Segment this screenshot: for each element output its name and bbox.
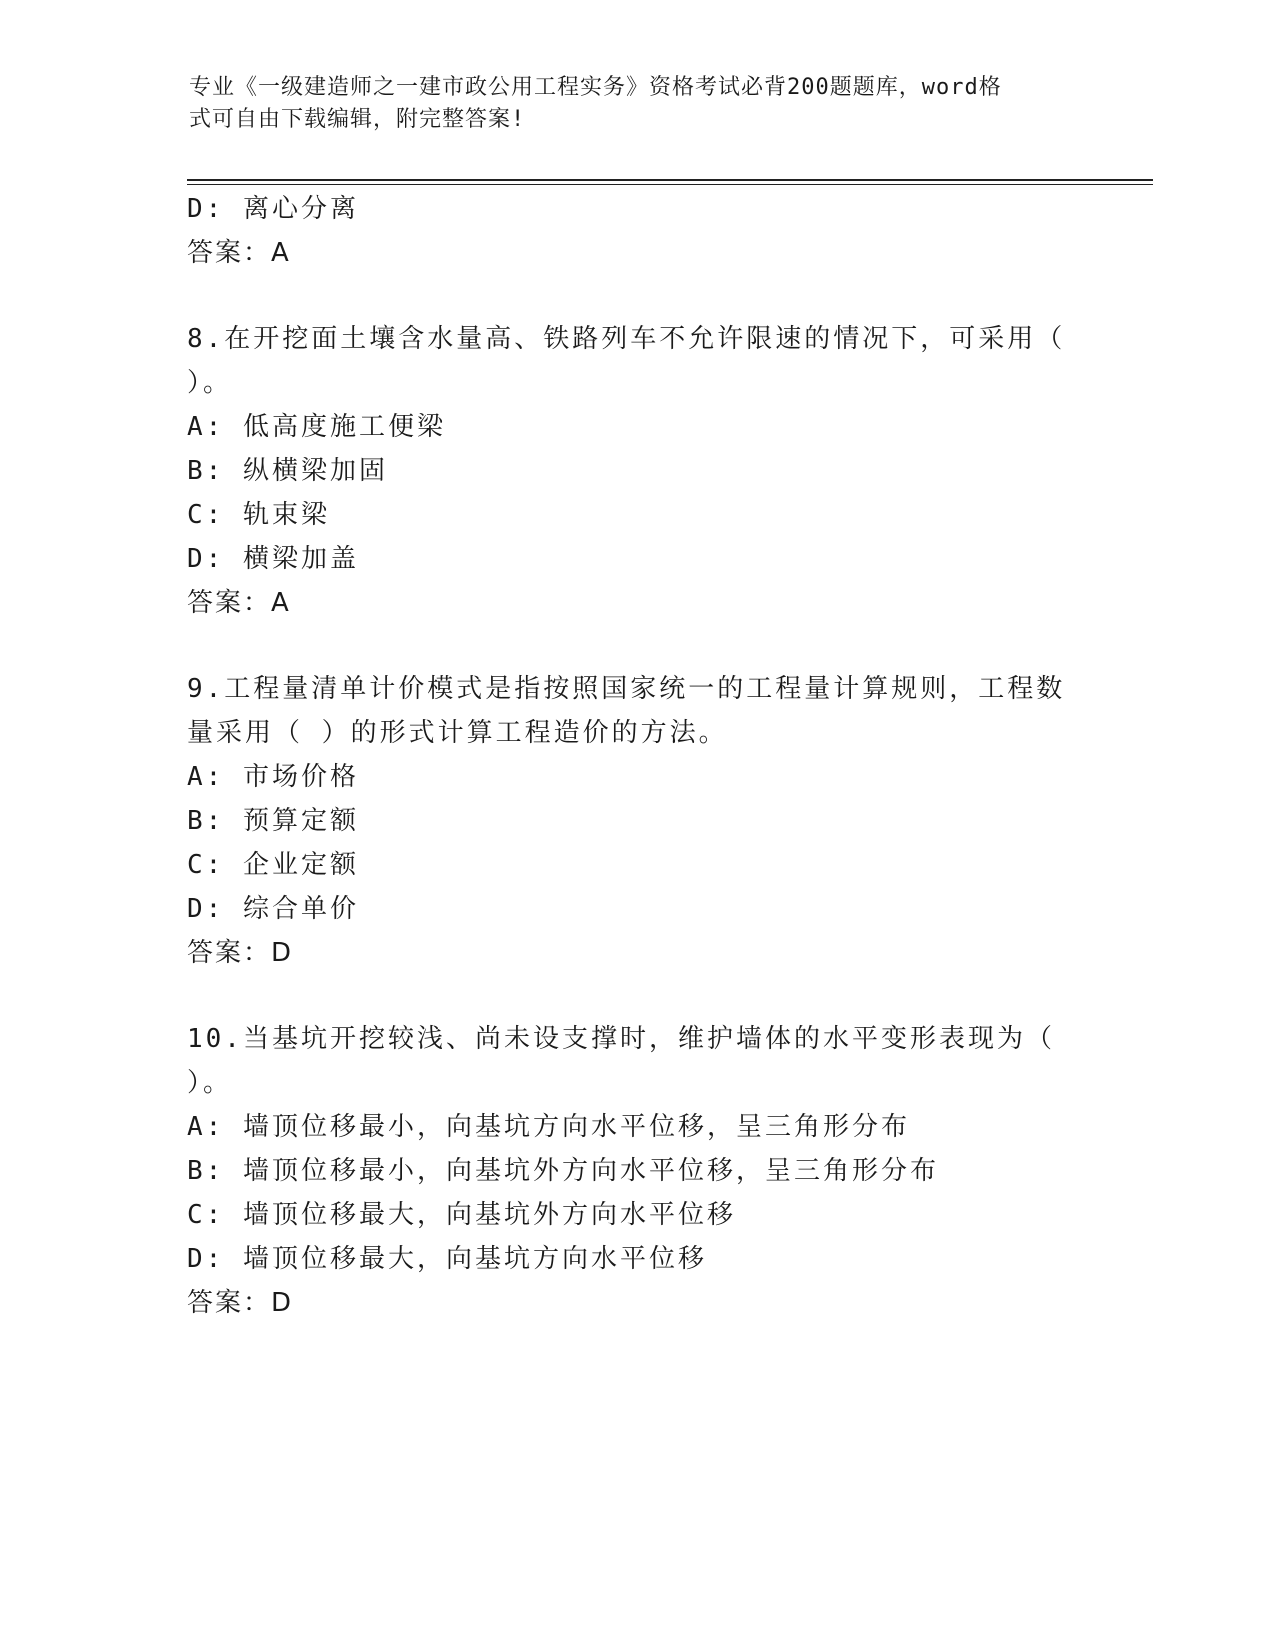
question-8-stem-line2: ）。 — [187, 368, 233, 398]
question-10-option-d: D: 墙顶位移最大，向基坑方向水平位移 — [187, 1244, 707, 1274]
document-header — [189, 72, 1069, 136]
question-8-option-c: C: 轨束梁 — [187, 500, 330, 530]
question-9-option-b: B: 预算定额 — [187, 806, 359, 836]
question-9-option-c: C: 企业定额 — [187, 850, 359, 880]
header-divider-thick — [187, 179, 1153, 181]
question-9-option-a: A: 市场价格 — [187, 762, 359, 792]
option-d-prev: D: 离心分离 — [187, 194, 359, 224]
question-8-option-d: D: 横梁加盖 — [187, 544, 359, 574]
question-10-stem-line1: 10.当基坑开挖较浅、尚未设支撑时，维护墙体的水平变形表现为（ — [187, 1024, 1055, 1054]
question-9-answer: 答案：D — [187, 938, 294, 968]
question-8-stem-line1: 8.在开挖面土壤含水量高、铁路列车不允许限速的情况下，可采用（ — [187, 324, 1066, 354]
answer-prev: 答案：A — [187, 238, 291, 268]
question-8-option-a: A: 低高度施工便梁 — [187, 412, 446, 442]
header-line-2: 式可自由下载编辑，附完整答案! — [189, 107, 526, 132]
question-8-option-b: B: 纵横梁加固 — [187, 456, 388, 486]
header-line-1: 专业《一级建造师之一建市政公用工程实务》资格考试必背200题题库，word格 — [189, 75, 1002, 100]
question-10-option-b: B: 墙顶位移最小，向基坑外方向水平位移，呈三角形分布 — [187, 1156, 939, 1186]
question-10-stem-line2: ）。 — [187, 1068, 233, 1098]
question-10-option-c: C: 墙顶位移最大，向基坑外方向水平位移 — [187, 1200, 736, 1230]
header-divider-thin — [187, 184, 1153, 185]
question-9-option-d: D: 综合单价 — [187, 894, 359, 924]
question-9-stem-line2: 量采用（ ）的形式计算工程造价的方法。 — [187, 718, 728, 748]
question-10-option-a: A: 墙顶位移最小，向基坑方向水平位移，呈三角形分布 — [187, 1112, 910, 1142]
question-10-answer: 答案：D — [187, 1288, 294, 1318]
question-8-answer: 答案：A — [187, 588, 291, 618]
question-9-stem-line1: 9.工程量清单计价模式是指按照国家统一的工程量计算规则，工程数 — [187, 674, 1066, 704]
